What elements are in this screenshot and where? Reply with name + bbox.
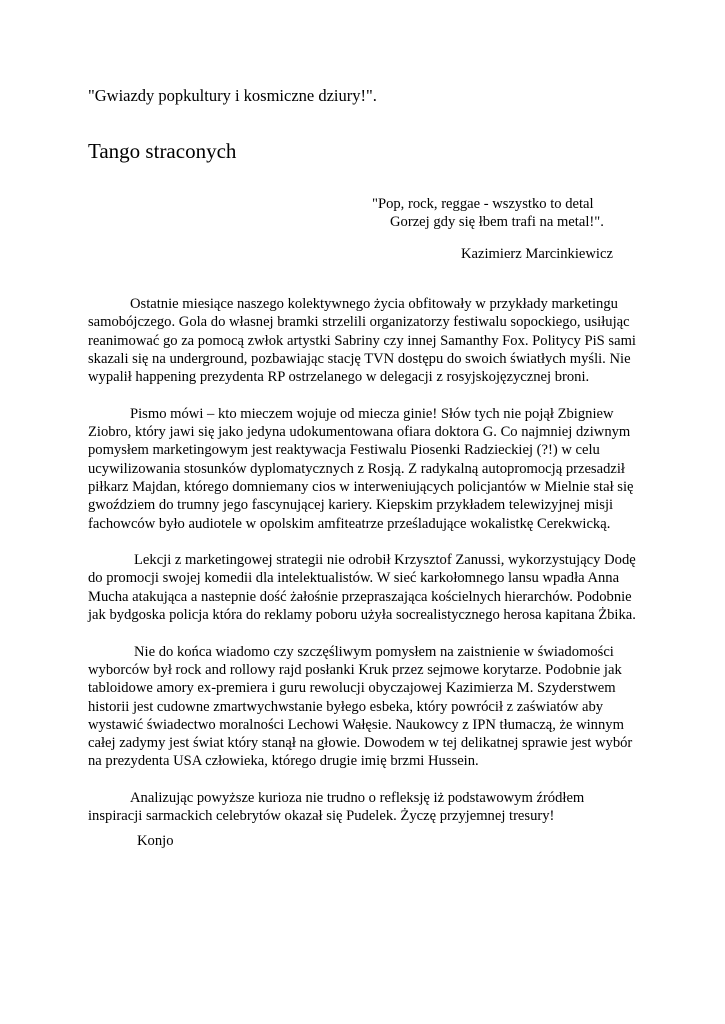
epigraph <box>372 195 604 231</box>
article-body <box>88 295 648 844</box>
paragraph-line: wystawić świadectwo moralności Lechowi Wałęsie. Naukowcy z IPN tłumaczą, że winnym <box>88 716 624 733</box>
paragraph-5 <box>88 789 648 826</box>
headline: "Gwiazdy popkultury i kosmiczne dziury!". <box>88 86 377 105</box>
paragraph-line: fachowców było audiotele w opolskim amfiteatrze prześladujące wokalistkę Cerekwicką. <box>88 515 611 532</box>
paragraph-line: reanimować go za pomocą zwłok artystki Sabriny czy innej Samanthy Fox. Politycy PiS sami <box>88 332 636 349</box>
paragraph-line: inspiracji sarmackich celebrytów okazał się Pudelek. Życzę przyjemnej tresury! <box>88 808 555 825</box>
paragraph-line: Ziobro, który jawi się jako jedyna udokumentowana ofiara doktora G. Co najmniej dziwnym <box>88 424 631 441</box>
paragraph-line: gwoździem do trumny jego fascynującej kariery. Kiepskim przykładem telewizyjnej misji <box>88 497 614 514</box>
paragraph-line: piłkarz Majdan, którego domniemany cios w interweniujących policjantów w Mielnie stał się <box>88 478 634 495</box>
paragraph-line: Ostatnie miesiące naszego kolektywnego życia obfitowały w przykłady marketingu <box>130 296 618 312</box>
epigraph-author: Kazimierz Marcinkiewicz <box>461 246 613 262</box>
paragraph-line: do promocji swojej komedii dla intelektualistów. W sieć karkołomnego lansu wpadła Anna <box>88 570 620 587</box>
paragraph-line: Pismo mówi – kto mieczem wojuje od miecza ginie! Słów tych nie pojął Zbigniew <box>130 405 614 422</box>
paragraph-2 <box>88 405 648 533</box>
epigraph-line-2: Gorzej gdy się łbem trafi na metal!". <box>390 214 604 230</box>
paragraph-line: wypalił happening prezydenta RP ostrzelanego w delegacji z rosyjskojęzycznej broni. <box>88 369 590 386</box>
paragraph-3 <box>88 551 648 624</box>
paragraph-line: Nie do końca wiadomo czy szczęśliwym pomysłem na zaistnienie w świadomości <box>134 643 614 660</box>
paragraph-line: historii jest cudowne zmartwychwstanie byłego esbeka, który powrócił z zaświatów aby <box>88 698 604 715</box>
article-title: Tango straconych <box>88 139 237 163</box>
paragraph-line: tabloidowe amory ex-premiera i guru rewolucji obyczajowej Kazimierza M. Szyderstwem <box>88 680 616 697</box>
epigraph-line-1: "Pop, rock, reggae - wszystko to detal <box>372 196 594 212</box>
paragraph-line: Mucha atakująca a nastepnie dość żałośnie przepraszająca kościelnych hierarchów. Podobnie <box>88 588 632 605</box>
paragraph-line: ucywilizowania stosunków dyplomatycznych z Rosją. Z radykalną autopromocją przesadził <box>88 460 625 477</box>
signature: Konjo <box>137 833 174 849</box>
paragraph-line: samobójczego. Gola do własnej bramki strzelili organizatorzy festiwalu sopockiego, usiłując <box>88 314 630 331</box>
paragraph-line: Lekcji z marketingowej strategii nie odrobił Krzysztof Zanussi, wykorzystujący Dodę <box>134 552 636 569</box>
paragraph-line: całej zadymy jest świat który stanął na głowie. Dowodem w tej delikatnej sprawie jest wybór <box>88 735 633 752</box>
paragraph-line: wyborców był rock and rollowy rajd posłanki Kruk przez sejmowe korytarze. Podobnie jak <box>88 661 622 678</box>
paragraph-line: skazali się na underground, pozbawiając stację TVN dostępu do swoich światłych myśli. Nie <box>88 350 631 367</box>
paragraph-line: Analizując powyższe kurioza nie trudno o refleksję iż podstawowym źródłem <box>130 790 585 807</box>
paragraph-4 <box>88 643 648 771</box>
paragraph-line: jak bydgoska policja która do reklamy poboru użyła socrealistycznego herosa kapitana Żbika. <box>88 607 636 624</box>
paragraph-line: na prezydenta USA człowieka, którego drugie imię brzmi Hussein. <box>88 753 479 770</box>
paragraph-1 <box>88 295 648 386</box>
paragraph-line: pomysłem marketingowym jest reaktywacja Festiwalu Piosenki Radzieckiej (?!) w celu <box>88 442 600 459</box>
